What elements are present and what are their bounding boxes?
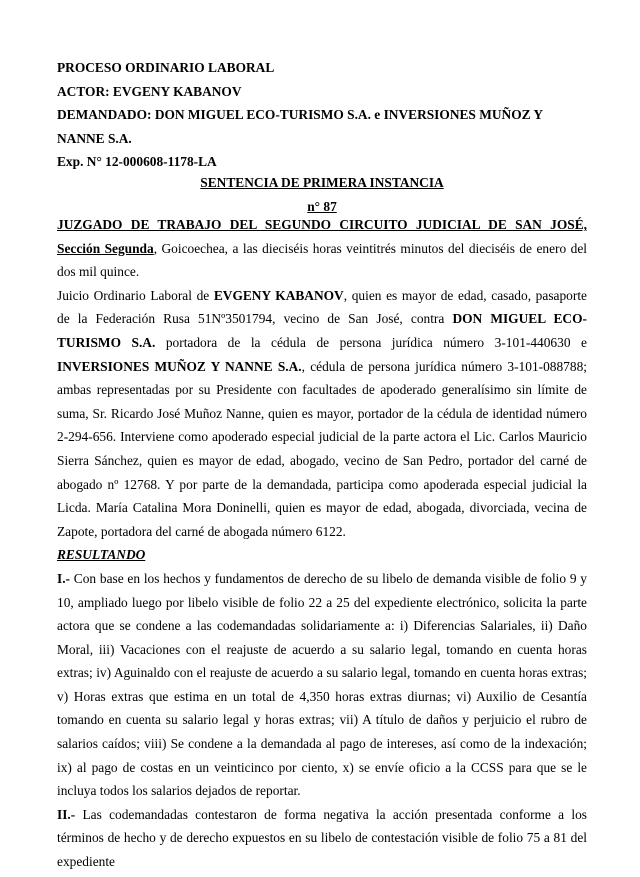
header-demandado-cont: NANNE S.A. (57, 130, 132, 146)
document-title: SENTENCIA DE PRIMERA INSTANCIA (200, 175, 444, 190)
paragraph-label-2: II.- (57, 806, 76, 822)
paragraph-label-1: I.- (57, 570, 71, 586)
court-rest: , Goicoechea, a las dieciséis horas veintitrés minutos del dieciséis de enero del dos mil quince. (57, 240, 587, 280)
court-paragraph (57, 213, 587, 284)
header-expediente: Exp. N° 12-000608-1178-LA (57, 154, 217, 170)
document-body (57, 213, 587, 874)
intro-paragraph: Juicio Ordinario Laboral de EVGENY KABANOV, quien es mayor de edad, casado, pasaporte de la Federación Rusa 51Nº3501794, vecino de San José, contra DON MIGUEL ECO-TURISMO S.A. portadora de la cédula de persona jurídica número 3-101-440630 e INVERSIONES MUÑOZ Y NANNE S.A., cédula de persona jurídica número 3-101-088788; ambas representadas por su Presidente con facultades de apoderado generalísimo sin límite de suma, Sr. Ricardo José Muñoz Nanne, quien es mayor, portador de la cédula de identidad número 2-294-656. Interviene como apoderado especial judicial de la parte actora el Lic. Carlos Mauricio Sierra Sánchez, quien es mayor de edad, abogado, vecino de San Pedro, portador del carné de abogado nº 12768. Y por parte de la demandada, participa como apoderada especial judicial la Licda. María Catalina Mora Doninelli, quien es mayor de edad, abogada, divorciada, vecina de Zapote, portadora del carné de abogada número 6122. (57, 287, 587, 539)
header-actor: ACTOR: EVGENY KABANOV (57, 83, 242, 99)
defendant-2: INVERSIONES MUÑOZ Y NANNE S.A. (57, 358, 302, 374)
defendant-1: DON MIGUEL ECO-TURISMO S.A. (57, 311, 587, 350)
resultando-heading: RESULTANDO (57, 547, 146, 563)
title-block (57, 171, 587, 218)
header-demandado: DEMANDADO: DON MIGUEL ECO-TURISMO S.A. e INVERSIONES MUÑOZ Y (57, 107, 544, 123)
court-name: JUZGADO DE TRABAJO DEL SEGUNDO CIRCUITO JUDICIAL DE SAN JOSÉ, Sección Segunda (57, 217, 587, 256)
header-proceso: PROCESO ORDINARIO LABORAL (57, 60, 275, 75)
resultando-paragraph-2: II.- Las codemandadas contestaron de forma negativa la acción presentada conforme a los términos de hecho y de derecho expuestos en su libelo de contestación visible de folio 75 a 81 del expediente (57, 806, 587, 870)
actor-name: EVGENY KABANOV (213, 287, 344, 303)
resultando-paragraph-1: I.- Con base en los hechos y fundamentos de derecho de su libelo de demanda visible de folio 9 y 10, ampliado luego por libelo visible de folio 22 a 25 del expediente electrónico, solicita la parte actora que se condene a las codemandadas solidariamente a: i) Diferencias Salariales, ii) Daño Moral, iii) Vacaciones con el reajuste de acuerdo a su salario legal, tomando en cuenta horas extras; iv) Aguinaldo con el reajuste de acuerdo a su salario legal, tomando en cuenta horas extras; v) Horas extras que estima en un total de 4,350 horas extras diurnas; vi) Auxilio de Cesantía tomando en cuenta su salario legal y horas extras; vii) A título de daños y perjuicio el rubro de salarios caídos; viii) Se condene a la demandada al pago de intereses, así como de la indexación; ix) al pago de costas en un veinticinco por ciento, x) se envíe oficio a la CCSS para que se le incluya todos los salarios dejados de reportar. (57, 570, 587, 799)
case-header (57, 56, 587, 174)
sentence-number: n° 87 (307, 198, 337, 214)
